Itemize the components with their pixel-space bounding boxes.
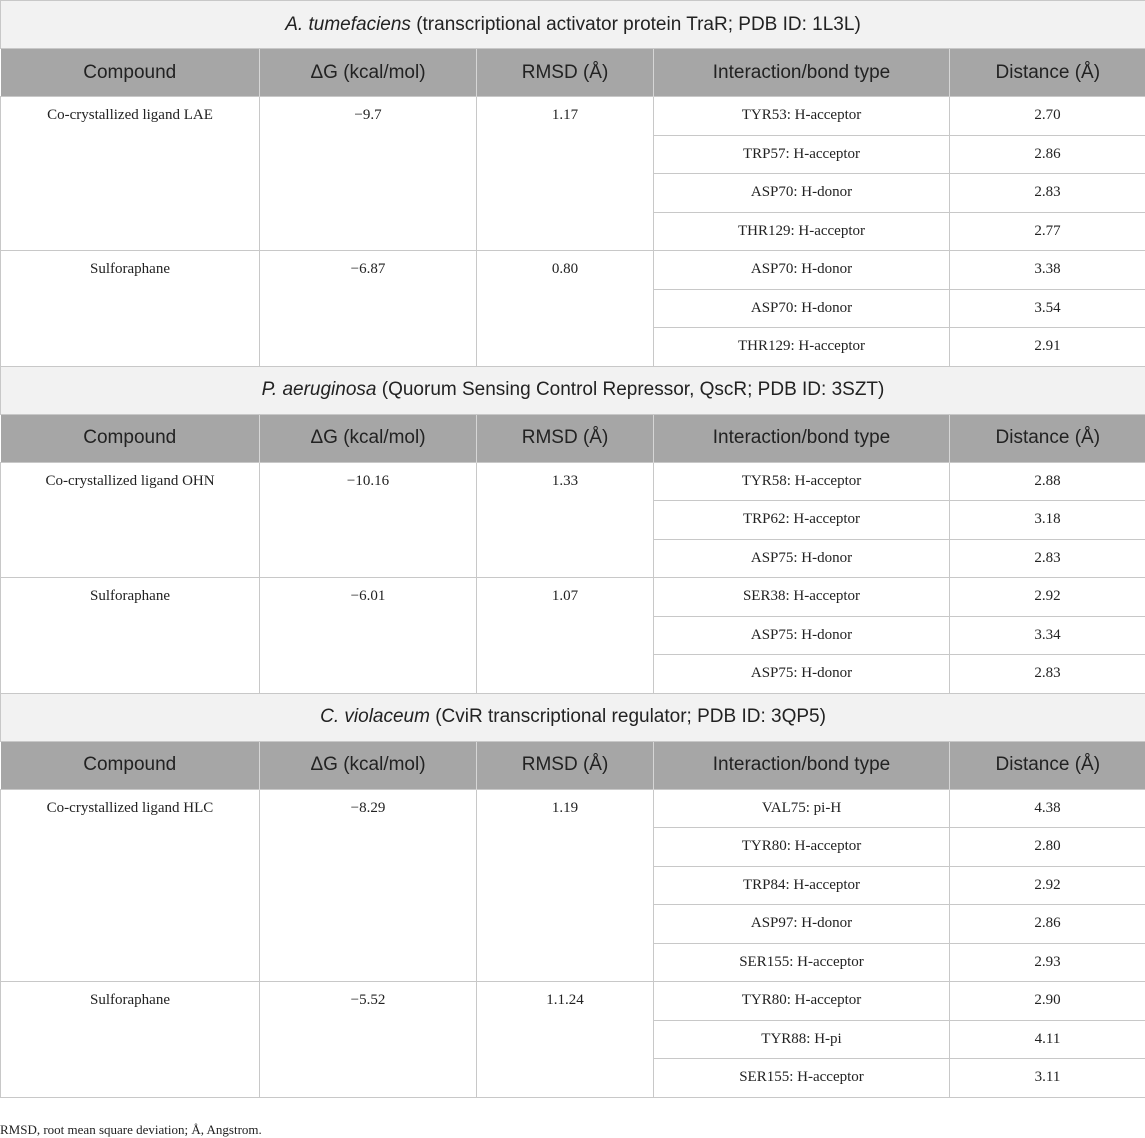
distance-value: 2.88 <box>950 462 1145 501</box>
section-title <box>1 366 1145 414</box>
section-title-row <box>1 693 1145 741</box>
section-title <box>1 693 1145 741</box>
interaction-type: SER155: H-acceptor <box>654 943 950 982</box>
distance-value: 2.86 <box>950 905 1145 944</box>
organism-name: A. tumefaciens <box>285 14 411 35</box>
delta-g-value: −5.52 <box>260 982 477 1098</box>
section-title-details: (Quorum Sensing Control Repressor, QscR; PDB ID: 3SZT) <box>376 379 884 400</box>
column-header: RMSD (Å) <box>477 49 654 97</box>
distance-value: 2.83 <box>950 539 1145 578</box>
distance-value: 2.77 <box>950 212 1145 251</box>
column-header: Distance (Å) <box>950 49 1145 97</box>
compound-name: Sulforaphane <box>1 982 260 1098</box>
distance-value: 2.90 <box>950 982 1145 1021</box>
section-title-details: (CviR transcriptional regulator; PDB ID: 3QP5) <box>430 706 826 727</box>
delta-g-value: −8.29 <box>260 789 477 982</box>
interaction-type: TRP57: H-acceptor <box>654 135 950 174</box>
interaction-type: TYR80: H-acceptor <box>654 828 950 867</box>
interaction-type: TYR88: H-pi <box>654 1020 950 1059</box>
distance-value: 2.70 <box>950 97 1145 136</box>
column-header: Distance (Å) <box>950 741 1145 789</box>
compound-name: Sulforaphane <box>1 578 260 694</box>
column-header: Compound <box>1 414 260 462</box>
table-row <box>1 251 1145 290</box>
interaction-type: SER38: H-acceptor <box>654 578 950 617</box>
rmsd-value: 1.07 <box>477 578 654 694</box>
column-header: ΔG (kcal/mol) <box>260 414 477 462</box>
distance-value: 2.92 <box>950 866 1145 905</box>
column-header: Compound <box>1 49 260 97</box>
delta-g-value: −9.7 <box>260 97 477 251</box>
distance-value: 2.80 <box>950 828 1145 867</box>
delta-g-value: −6.87 <box>260 251 477 367</box>
interaction-type: ASP97: H-donor <box>654 905 950 944</box>
table-row <box>1 982 1145 1021</box>
interaction-type: TYR53: H-acceptor <box>654 97 950 136</box>
delta-g-value: −6.01 <box>260 578 477 694</box>
distance-value: 3.38 <box>950 251 1145 290</box>
section-title-row <box>1 1 1145 49</box>
compound-name: Co-crystallized ligand OHN <box>1 462 260 578</box>
column-header: Distance (Å) <box>950 414 1145 462</box>
section-title-details: (transcriptional activator protein TraR; PDB ID: 1L3L) <box>411 14 861 35</box>
compound-name: Co-crystallized ligand LAE <box>1 97 260 251</box>
organism-name: P. aeruginosa <box>262 379 377 400</box>
section-title-row <box>1 366 1145 414</box>
distance-value: 2.83 <box>950 174 1145 213</box>
interaction-type: ASP70: H-donor <box>654 174 950 213</box>
interaction-type: ASP70: H-donor <box>654 289 950 328</box>
column-header: ΔG (kcal/mol) <box>260 49 477 97</box>
rmsd-value: 1.17 <box>477 97 654 251</box>
interaction-type: ASP75: H-donor <box>654 655 950 694</box>
delta-g-value: −10.16 <box>260 462 477 578</box>
table-row <box>1 97 1145 136</box>
table-row <box>1 789 1145 828</box>
rmsd-value: 1.19 <box>477 789 654 982</box>
column-header-row <box>1 414 1145 462</box>
column-header: RMSD (Å) <box>477 414 654 462</box>
distance-value: 2.83 <box>950 655 1145 694</box>
column-header: RMSD (Å) <box>477 741 654 789</box>
interaction-type: ASP70: H-donor <box>654 251 950 290</box>
table-row <box>1 578 1145 617</box>
column-header: Interaction/bond type <box>654 741 950 789</box>
distance-value: 3.34 <box>950 616 1145 655</box>
column-header: Interaction/bond type <box>654 49 950 97</box>
interaction-type: ASP75: H-donor <box>654 616 950 655</box>
interaction-type: TYR80: H-acceptor <box>654 982 950 1021</box>
column-header-row <box>1 49 1145 97</box>
section-title <box>1 1 1145 49</box>
interaction-type: ASP75: H-donor <box>654 539 950 578</box>
compound-name: Sulforaphane <box>1 251 260 367</box>
distance-value: 4.11 <box>950 1020 1145 1059</box>
distance-value: 2.86 <box>950 135 1145 174</box>
distance-value: 3.54 <box>950 289 1145 328</box>
rmsd-value: 0.80 <box>477 251 654 367</box>
interaction-type: TRP84: H-acceptor <box>654 866 950 905</box>
interaction-type: TRP62: H-acceptor <box>654 501 950 540</box>
column-header: Compound <box>1 741 260 789</box>
organism-name: C. violaceum <box>320 706 430 727</box>
distance-value: 2.93 <box>950 943 1145 982</box>
distance-value: 2.92 <box>950 578 1145 617</box>
interaction-type: TYR58: H-acceptor <box>654 462 950 501</box>
interaction-type: THR129: H-acceptor <box>654 212 950 251</box>
compound-name: Co-crystallized ligand HLC <box>1 789 260 982</box>
interaction-type: VAL75: pi-H <box>654 789 950 828</box>
interaction-type: THR129: H-acceptor <box>654 328 950 367</box>
column-header: ΔG (kcal/mol) <box>260 741 477 789</box>
distance-value: 2.91 <box>950 328 1145 367</box>
distance-value: 3.11 <box>950 1059 1145 1098</box>
distance-value: 3.18 <box>950 501 1145 540</box>
table-footnote: RMSD, root mean square deviation; Å, Angstrom. <box>0 1122 262 1138</box>
column-header: Interaction/bond type <box>654 414 950 462</box>
column-header-row <box>1 741 1145 789</box>
table-row <box>1 462 1145 501</box>
interaction-type: SER155: H-acceptor <box>654 1059 950 1098</box>
rmsd-value: 1.1.24 <box>477 982 654 1098</box>
distance-value: 4.38 <box>950 789 1145 828</box>
rmsd-value: 1.33 <box>477 462 654 578</box>
